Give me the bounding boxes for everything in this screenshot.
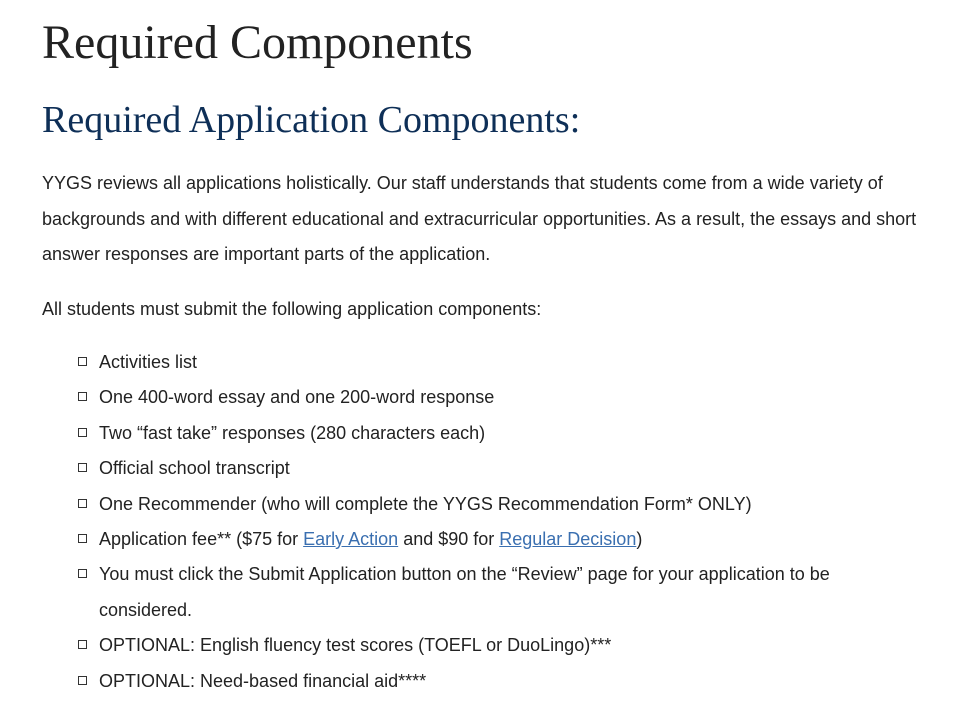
list-item — [78, 416, 908, 451]
checkbox-icon — [78, 463, 87, 472]
list-item — [78, 628, 908, 663]
list-item-text: Official school transcript — [99, 458, 290, 479]
checkbox-icon — [78, 640, 87, 649]
list-item-text: One Recommender (who will complete the YYGS Recommendation Form* ONLY) — [99, 493, 752, 514]
list-item-application-fee — [78, 522, 908, 557]
fee-text-prefix: Application fee** ($75 for — [99, 529, 304, 550]
checkbox-icon — [78, 676, 87, 685]
list-item-text: OPTIONAL: Need-based financial aid**** — [99, 670, 427, 691]
fee-text-suffix: ) — [636, 529, 643, 550]
list-item — [78, 557, 908, 628]
list-item-text: One 400-word essay and one 200-word response — [99, 387, 495, 408]
checkbox-icon — [78, 569, 87, 578]
page-title: Required Components — [42, 16, 473, 69]
list-item-text: Activities list — [99, 352, 198, 372]
intro-paragraph: YYGS reviews all applications holistically. Our staff understands that students come from a wide variety of backgrounds and with different educational and extracurricular opportunities. As a result, the essays and short answer responses are important parts of the application. — [42, 173, 917, 264]
list-item — [78, 664, 908, 699]
list-item-text: You must click the Submit Application button on the “Review” page for your application to be considered. — [99, 564, 830, 620]
list-item — [78, 380, 908, 415]
checkbox-icon — [78, 534, 87, 543]
regular-decision-link[interactable]: Regular Decision — [499, 529, 637, 550]
fee-text-middle: and $90 for — [398, 529, 500, 550]
checkbox-icon — [78, 499, 87, 508]
checkbox-icon — [78, 357, 87, 366]
list-item — [78, 345, 908, 380]
checkbox-icon — [78, 428, 87, 437]
list-item-text: OPTIONAL: English fluency test scores (TOEFL or DuoLingo)*** — [99, 635, 612, 656]
checkbox-icon — [78, 392, 87, 401]
components-checklist — [78, 345, 908, 699]
section-heading: Required Application Components: — [42, 99, 581, 141]
list-item-text: Two “fast take” responses (280 characters each) — [99, 422, 486, 443]
early-action-link[interactable]: Early Action — [303, 529, 399, 550]
components-lead-sentence: All students must submit the following application components: — [42, 299, 542, 319]
list-item — [78, 487, 908, 522]
list-item — [78, 451, 908, 486]
